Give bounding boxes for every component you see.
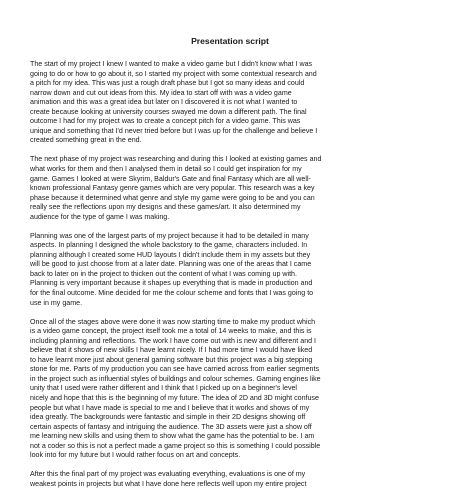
text-line: phase because it determined what genre and style my game were going to be and you can	[30, 193, 315, 202]
text-line: unity that I used were rather different and I think that I picked up on a beginner's level	[30, 384, 298, 393]
text-line: After this the final part of my project was evaluating everything, evaluations is one of my	[30, 470, 306, 479]
text-line: for the final outcome. Mine decided for me the colour scheme and fonts that I was going to	[30, 289, 314, 298]
paragraph-planning	[30, 232, 430, 308]
text-line: known professional Fantasy genre games which are very popular. This research was a key	[30, 184, 315, 193]
text-line: back to later on in the project to thicken out the content of what I was coming up with.	[30, 269, 297, 278]
text-line: The next phase of my project was researching and during this I looked at existing games and	[30, 155, 322, 164]
text-line: stone for me. Parts of my production you can see have carried across from earlier segments	[30, 365, 320, 374]
text-line: nicely and hope that this is the beginning of my future. The idea of 2D and 3D might confuse	[30, 394, 319, 402]
text-line: audience for the type of game I was making.	[30, 212, 170, 221]
text-line: weakest points in projects but what I have done here reflects well upon my entire project	[30, 479, 307, 488]
text-line: people but what I have made is special to me and I believe that it works and shows of my	[30, 403, 310, 412]
text-line: what works for them and then I analysed them in detail so I could get inspiration for my	[30, 164, 302, 173]
paragraph-research	[30, 155, 430, 222]
text-line: outcome I had for my project was to create a concept pitch for a video game. This was	[30, 117, 301, 126]
text-line: animation and this was a great idea but later on I discovered it is not what I wanted to	[30, 98, 298, 107]
text-line: look into for my future but I would rather focus on art and concepts.	[30, 451, 241, 460]
text-line: to have learnt more just about general gaming software but this project was a big stepping	[30, 355, 313, 364]
text-line: is a video game concept, the project itself took me a total of 14 weeks to make, and this is	[30, 327, 312, 336]
text-line: believe that it shows of new skills I have learnt nicely. If I had more time I would have liked	[30, 346, 313, 355]
text-line: really see the reflections upon my designs and these games/art. It also determined my	[30, 203, 301, 212]
text-line: a pitch for my idea. This was just a rough draft phase but I got so many ideas and could	[30, 79, 305, 88]
document-title: Presentation script	[191, 36, 269, 46]
text-line: going to do or how to go about it, so I started my project with some contextual research and	[30, 69, 317, 78]
text-line: not a coder so this is not a perfect made a game project so this is something I could possible	[30, 441, 321, 450]
text-line: Planning is very important because it shapes up everything that is made in production and	[30, 279, 313, 288]
paragraph-intro	[30, 60, 430, 146]
text-line: including planning and reflections. The work I have come out with is new and different and I	[30, 336, 317, 345]
text-line: will be good to just choose from at a later date. Planning was one of the areas that I came	[30, 260, 312, 269]
text-line: The start of my project I knew I wanted to make a video game but I didn't know what I was	[30, 60, 313, 68]
text-line: idea greatly. The backgrounds were fantastic and simple in their 2D designs showing off	[30, 413, 306, 422]
paragraph-evaluation	[30, 470, 430, 489]
text-line: narrow down and cut out ideas from this. My idea to start off with was a video game	[30, 88, 292, 97]
text-line: game. Games I looked at were Skyrim, Baldur's Gate and final Fantasy which are all well-	[30, 174, 311, 183]
paragraph-production	[30, 318, 430, 461]
text-line: Planning was one of the largest parts of my project because it had to be detailed in many	[30, 231, 309, 240]
text-line: Once all of the stages above were done it was now starting time to make my product which	[30, 317, 316, 326]
text-line: in the project such as influential styles of buildings and colour schemes. Gaming engines like	[30, 374, 321, 383]
text-line: created something great in the end.	[30, 136, 142, 145]
text-line: unique and something that I'd never tried before but I was up for the challenge and believe I	[30, 126, 318, 135]
text-line: me learning new skills and using them to show what the game has the potential to be. I am	[30, 432, 315, 441]
text-line: aspects. In planning I designed the whole backstory to the game, characters included. In	[30, 241, 308, 250]
text-line: certain aspects of fantasy and intriguing the audience. The 3D assets were just a show off	[30, 422, 312, 431]
text-line: use in my game.	[30, 298, 83, 307]
text-line: create because looking at university courses swayed me down a different path. The final	[30, 107, 307, 116]
text-line: planning although I created some HUD layouts I didn't include them in my assets but they	[30, 250, 311, 259]
